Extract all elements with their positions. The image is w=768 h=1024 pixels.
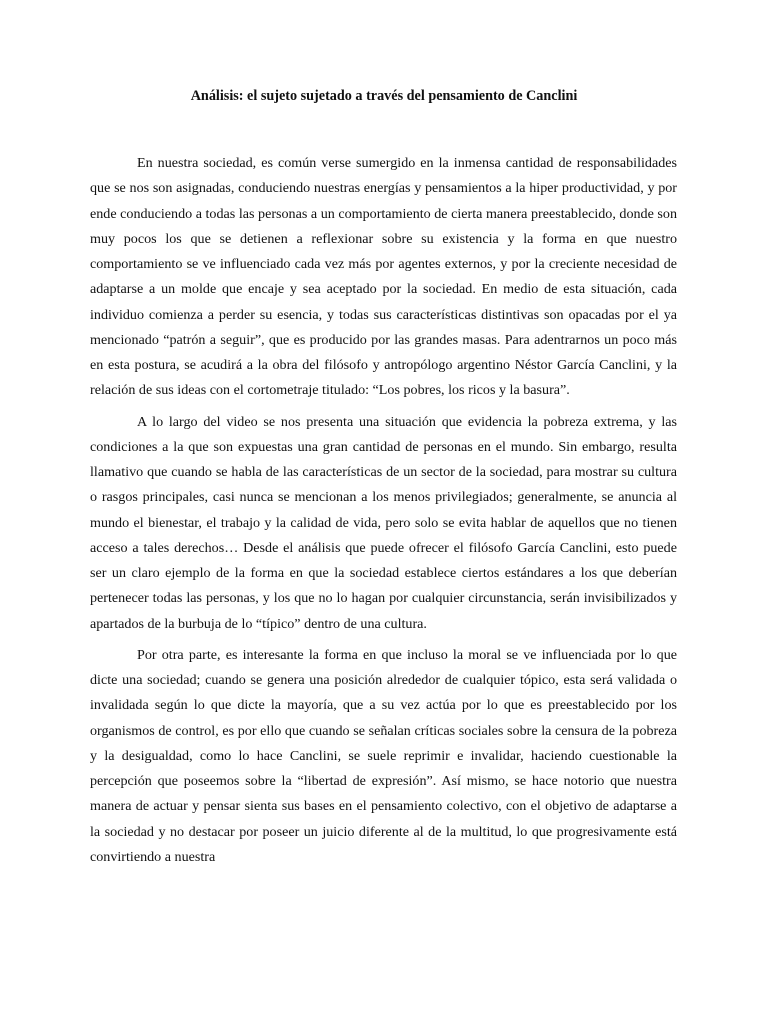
paragraph-video-analysis: A lo largo del video se nos presenta una situación que evidencia la pobreza extrema, y las condiciones a la que son expuestas una gran cantidad de personas en el mundo. Sin embargo, resulta llamativo que cuando se habla de las características de un sector de la sociedad, para mostrar su cultura o rasgos principales, casi nunca se mencionan a los menos privilegiados; generalmente, se anuncia al mundo el bienestar, el trabajo y la calidad de vida, pero solo se evita hablar de aquellos que no tienen acceso a tales derechos… Desde el análisis que puede ofrecer el filósofo García Canclini, esto puede ser un claro ejemplo de la forma en que la sociedad establece ciertos estándares a los que deberían pertenecer todas las personas, y los que no lo hagan por cualquier circunstancia, serán invisibilizados y apartados de la burbuja de lo “típico” dentro de una cultura. [90,413,677,632]
paragraph-moral-influence: Por otra parte, es interesante la forma en que incluso la moral se ve influenciada por lo que dicte una sociedad; cuando se genera una posición alrededor de cualquier tópico, esta será validada o invalidada según lo que dicte la mayoría, que a su vez actúa por lo que es preestablecido por los organismos de control, es por ello que cuando se señalan críticas sociales sobre la censura de la pobreza y la desigualdad, como lo hace Canclini, se suele reprimir e invalidar, haciendo cuestionable la percepción que poseemos sobre la “libertad de expresión”. Así mismo, se hace notorio que nuestra manera de actuar y pensar sienta sus bases en el pensamiento colectivo, con el objetivo de adaptarse a la sociedad y no destacar por poseer un juicio diferente al de la multitud, lo que progresivamente está convirtiendo a nuestra [90,646,677,865]
document-body [90,151,677,876]
document-title: Análisis: el sujeto sujetado a través del pensamiento de Canclini [190,88,578,104]
paragraph-introduction: En nuestra sociedad, es común verse sumergido en la inmensa cantidad de responsabilidades que se nos son asignadas, conduciendo nuestras energías y pensamientos a la hiper productividad, y por ende conduciendo a todas las personas a un comportamiento de cierta manera preestablecido, donde son muy pocos los que se detienen a reflexionar sobre su existencia y la forma en que nuestro comportamiento se ve influenciado cada vez más por agentes externos, y por la creciente necesidad de adaptarse a un molde que encaje y sea aceptado por la sociedad. En medio de esta situación, cada individuo comienza a perder su esencia, y todas sus características distintivas son opacadas por el ya mencionado “patrón a seguir”, que es producido por las grandes masas. Para adentrarnos un poco más en esta postura, se acudirá a la obra del filósofo y antropólogo argentino Néstor García Canclini, y la relación de sus ideas con el cortometraje titulado: “Los pobres, los ricos y la basura”. [90,155,677,399]
